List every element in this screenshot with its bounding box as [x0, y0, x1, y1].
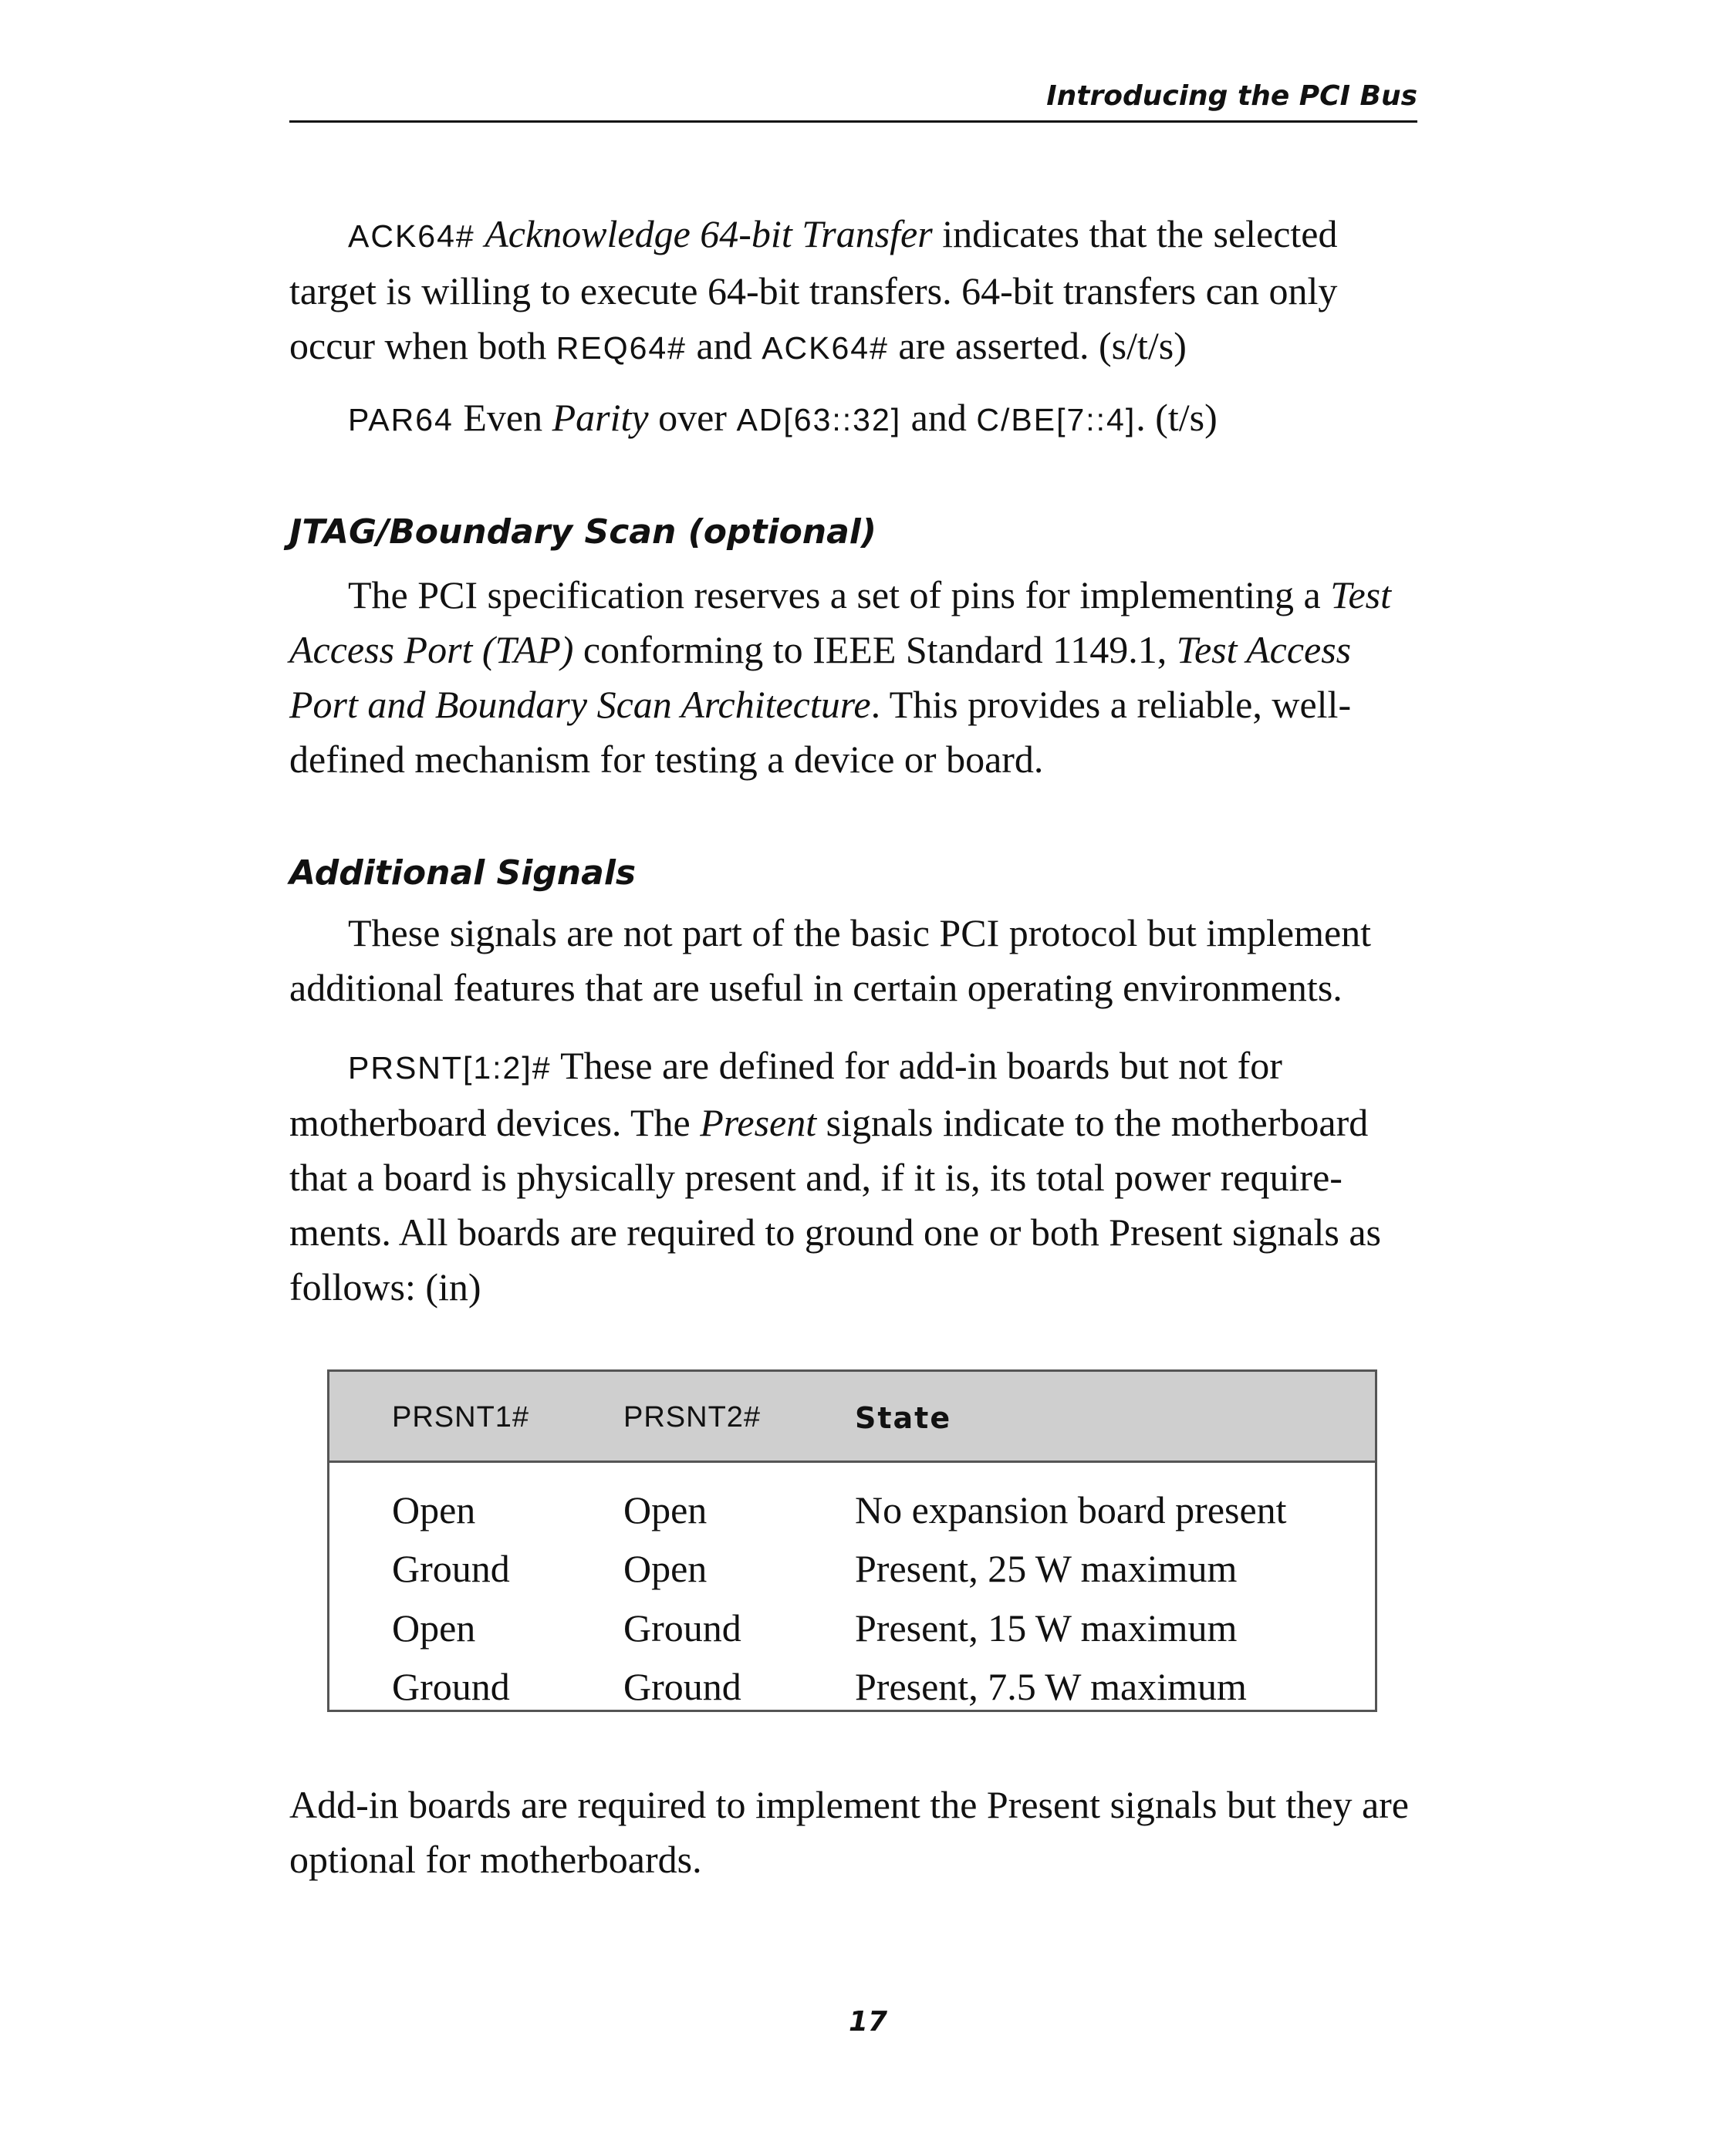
parity-term: Parity	[552, 396, 649, 439]
table-row: Ground Open Present, 25 W maximum	[392, 1547, 1238, 1590]
jtag-paragraph: The PCI specification reserves a set of pins for implementing a Test Access Port (TAP) conforming to IEEE Standard 1149.1, Test Access Port and Boundary Scan Architecture. This provides a reliable, well-defined mechanism for testing a device or board.	[289, 573, 1392, 781]
additional-signals-heading: Additional Signals	[289, 853, 637, 893]
table-row: Open Ground Present, 15 W maximum	[392, 1606, 1238, 1650]
present-term: Present	[700, 1101, 817, 1144]
req64-signal: REQ64#	[556, 330, 687, 366]
table-row: Ground Ground Present, 7.5 W maximum	[392, 1665, 1247, 1708]
ack64-signal-ref: ACK64#	[762, 330, 889, 366]
present-signals-table	[327, 1369, 1377, 1712]
ack64-paragraph: ACK64# Acknowledge 64-bit Transfer indicates that the selected target is willing to execute 64-bit transfers. 64-bit transfers can only occur when both REQ64# and ACK64# are asserted. (s/t/s)	[289, 212, 1338, 367]
header-state: State	[855, 1401, 952, 1435]
page-number: 17	[848, 2006, 888, 2038]
cbe-signal: C/BE[7::4]	[976, 402, 1137, 437]
tap-term: Test Access Port (TAP)	[289, 573, 1392, 671]
prsnt-signal: PRSNT[1:2]#	[348, 1050, 552, 1086]
table-header	[329, 1372, 1375, 1463]
closing-paragraph: Add-in boards are required to implement the Present signals but they are optional for motherboards.	[289, 1783, 1409, 1881]
ack64-term: Acknowledge 64-bit Transfer	[485, 212, 933, 255]
par64-paragraph: PAR64 Even Parity over AD[63::32] and C/BE[7::4]. (t/s)	[348, 396, 1218, 439]
table-row: Open Open No expansion board present	[392, 1488, 1287, 1531]
additional-intro-paragraph: These signals are not part of the basic PCI protocol but implement additional features that are useful in certain operating environments.	[289, 911, 1372, 1009]
ad-signal: AD[63::32]	[736, 402, 902, 437]
prsnt-paragraph: PRSNT[1:2]# These are defined for add-in boards but not for motherboard devices. The Present signals indicate to the motherboard that a board is physically present and, if it is, its total power require- ments. All boards are required to ground one or both Present signals as follows: (in)	[289, 1044, 1381, 1309]
ack64-signal: ACK64#	[348, 218, 475, 254]
header-prsnt1: PRSNT1#	[392, 1401, 530, 1434]
jtag-heading: JTAG/Boundary Scan (optional)	[289, 512, 876, 552]
header-prsnt2: PRSNT2#	[623, 1401, 762, 1434]
standard-title: Test Access Port and Boundary Scan Architecture	[289, 628, 1352, 726]
par64-signal: PAR64	[348, 402, 454, 437]
running-head: Introducing the PCI Bus	[289, 77, 1417, 123]
